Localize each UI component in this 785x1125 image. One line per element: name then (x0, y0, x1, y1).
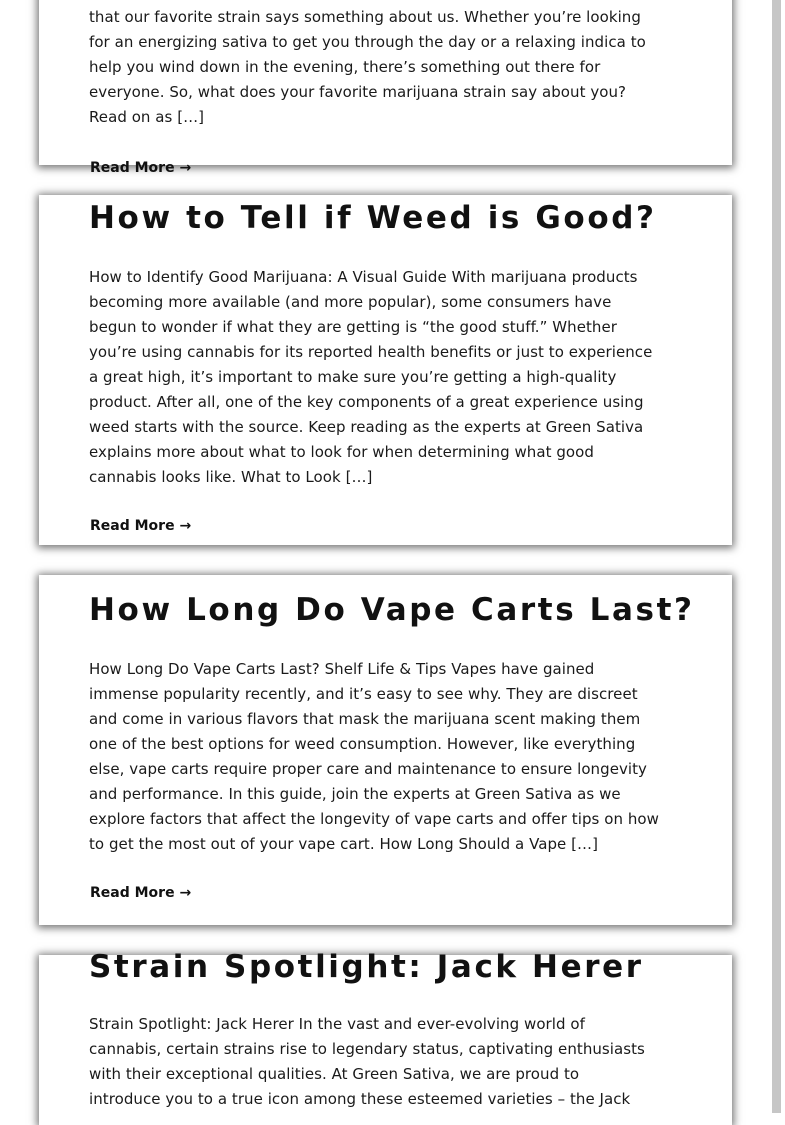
post-excerpt (89, 1012, 689, 1112)
excerpt-line: help you wind down in the evening, there’s something out there for (89, 58, 601, 76)
excerpt-line: How to Identify Good Marijuana: A Visual Guide With marijuana products (89, 268, 638, 286)
excerpt-line: one of the best options for weed consumption. However, like everything (89, 735, 636, 753)
excerpt-line: else, vape carts require proper care and maintenance to ensure longevity (89, 760, 647, 778)
excerpt-line: begun to wonder if what they are getting is “the good stuff.” Whether (89, 318, 617, 336)
post-title[interactable]: How Long Do Vape Carts Last? (89, 592, 695, 628)
excerpt-line: and come in various flavors that mask the marijuana scent making them (89, 710, 641, 728)
excerpt-line: cannabis looks like. What to Look […] (89, 468, 373, 486)
excerpt-line: and performance. In this guide, join the experts at Green Sativa as we (89, 785, 621, 803)
excerpt-line: How Long Do Vape Carts Last? Shelf Life & Tips Vapes have gained (89, 660, 595, 678)
excerpt-line: introduce you to a true icon among these esteemed varieties – the Jack (89, 1090, 631, 1108)
excerpt-line: becoming more available (and more popular), some consumers have (89, 293, 612, 311)
excerpt-line: explore factors that affect the longevity of vape carts and offer tips on how (89, 810, 659, 828)
post-excerpt (89, 657, 689, 857)
excerpt-line: product. After all, one of the key components of a great experience using (89, 393, 644, 411)
read-more-link[interactable]: Read More → (90, 160, 192, 176)
post-title[interactable]: Strain Spotlight: Jack Herer (89, 949, 644, 985)
excerpt-line: Read on as […] (89, 108, 205, 126)
post-card (39, 949, 732, 1125)
excerpt-line: everyone. So, what does your favorite marijuana strain say about you? (89, 83, 627, 101)
excerpt-line: weed starts with the source. Keep reading as the experts at Green Sativa (89, 418, 644, 436)
excerpt-line: explains more about what to look for when determining what good (89, 443, 594, 461)
excerpt-line: for an energizing sativa to get you through the day or a relaxing indica to (89, 33, 646, 51)
scrollbar[interactable] (770, 0, 785, 1113)
post-excerpt (89, 5, 689, 130)
excerpt-line: cannabis, certain strains rise to legendary status, captivating enthusiasts (89, 1040, 645, 1058)
read-more-link[interactable]: Read More → (90, 885, 192, 901)
post-card (39, 195, 732, 545)
post-card (39, 575, 732, 925)
post-title[interactable]: How to Tell if Weed is Good? (89, 200, 657, 236)
excerpt-line: with their exceptional qualities. At Green Sativa, we are proud to (89, 1065, 580, 1083)
post-card (39, 0, 732, 176)
excerpt-line: to get the most out of your vape cart. How Long Should a Vape […] (89, 835, 598, 853)
excerpt-line: immense popularity recently, and it’s easy to see why. They are discreet (89, 685, 638, 703)
excerpt-line: you’re using cannabis for its reported health benefits or just to experience (89, 343, 653, 361)
scrollbar-thumb[interactable] (772, 0, 781, 1113)
excerpt-line: that our favorite strain says something about us. Whether you’re looking (89, 8, 641, 26)
excerpt-line: Strain Spotlight: Jack Herer In the vast and ever-evolving world of (89, 1015, 585, 1033)
post-excerpt (89, 265, 689, 490)
excerpt-line: a great high, it’s important to make sure you’re getting a high-quality (89, 368, 617, 386)
read-more-link[interactable]: Read More → (90, 518, 192, 534)
